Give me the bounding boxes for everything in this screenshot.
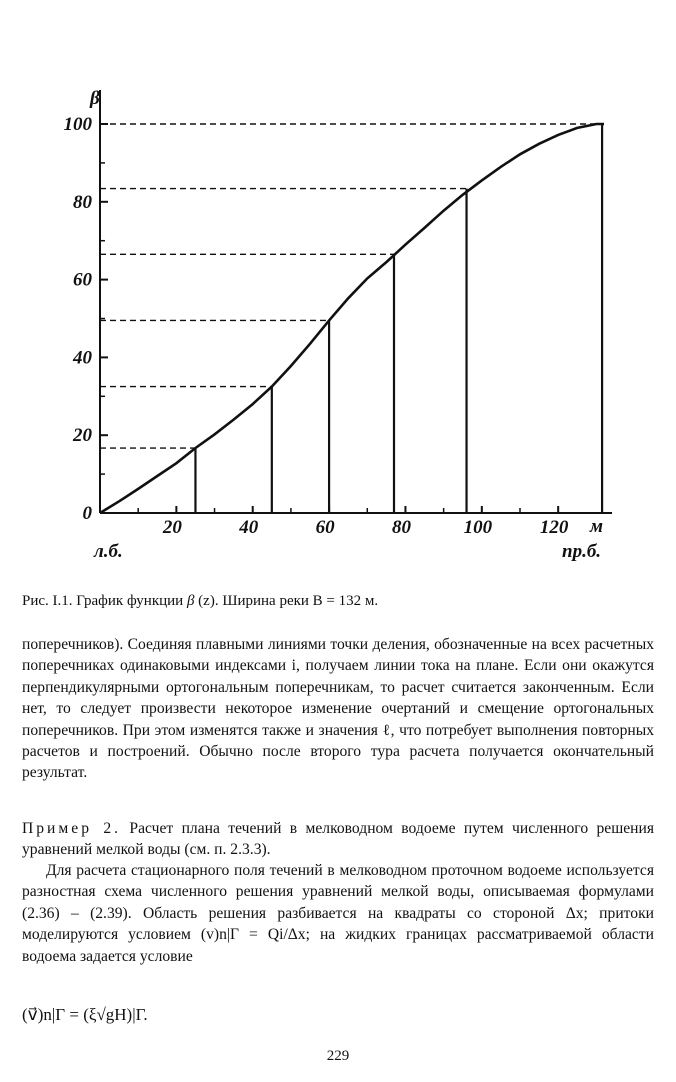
caption-suffix: (z). Ширина реки B = 132 м. <box>194 593 379 609</box>
chart-dashed-guides <box>100 124 602 448</box>
example-2-paragraph <box>22 818 654 861</box>
chart-series-line <box>100 124 604 513</box>
chart-vertical-lines <box>195 124 602 513</box>
paragraph-1: поперечников). Соединяя плавными линиями точки деления, обозначенные на всех расчетных поперечниках одинаковыми индексами i, получаем линии тока на плане. Если они окажутся перпендикулярными ортогональным поперечникам, то расчет считается законченным. Если нет, то следует произвести некоторое изменение очертаний и смещение ортогональных поперечников. При этом изменятся также и значения ℓ, что потребует выполнения повторных расчетов и построений. Обычно после второго тура расчета получается окончательный результат. <box>22 636 654 782</box>
figure-caption <box>22 593 378 610</box>
x-axis-unit: м <box>590 516 604 537</box>
x-tick-label: 120 <box>539 517 569 538</box>
y-axis-label: β <box>90 88 100 109</box>
x-tick-label: 100 <box>463 517 493 538</box>
x-axis-label-left: л.б. <box>94 541 123 562</box>
y-tick-label: 40 <box>73 347 92 369</box>
y-tick-label: 60 <box>73 269 92 291</box>
example-text: Расчет плана течений в мелководном водоеме путем численного решения уравнений мелкой воды (см. п. 2.3.3). <box>22 820 654 859</box>
paragraph-2: Для расчета стационарного поля течений в мелководном проточном водоеме используется разностная схема численного решения уравнений мелкой воды, описываемая формулами (2.36) – (2.39). Область решения разбивается на квадраты со стороной Δx; притоки моделируются условием (v)n|Γ = Qi/Δx; на жидких границах рассматриваемой области водоема задается условие <box>22 862 654 965</box>
x-axis-label-right: пр.б. <box>562 541 602 562</box>
caption-prefix: Рис. I.1. График функции <box>22 593 187 609</box>
page-number: 229 <box>326 1048 350 1064</box>
x-tick-label: 80 <box>391 517 411 538</box>
y-tick-label: 20 <box>73 425 92 447</box>
boundary-formula: (v⃗)n|Γ = (ξ√gH)|Γ. <box>22 1005 148 1024</box>
y-tick-label: 80 <box>73 191 92 213</box>
x-tick-label: 20 <box>162 517 182 538</box>
x-tick-label: 40 <box>239 517 259 538</box>
y-tick-label: 100 <box>63 114 92 135</box>
y-tick-label: 0 <box>82 503 92 524</box>
chart-axes <box>100 90 612 513</box>
caption-beta: β <box>186 593 195 609</box>
x-tick-label: 60 <box>315 517 335 538</box>
example-label: Пример 2. <box>22 820 122 837</box>
chart-tick-labels <box>64 114 569 538</box>
